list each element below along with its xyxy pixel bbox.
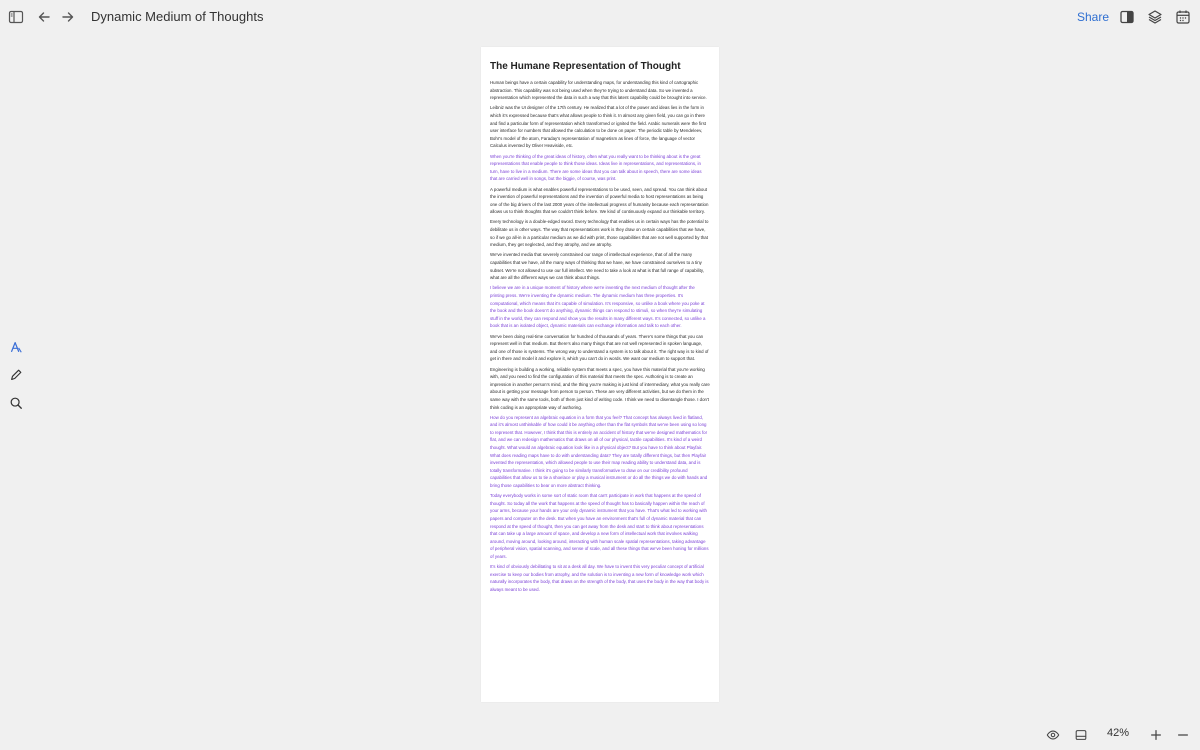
zoom-level[interactable]: 42% — [1107, 727, 1130, 739]
pen-icon — [9, 368, 23, 382]
paragraph[interactable]: Every technology is a double-edged sword. Every technology that enables us in certain ways has the potential to debilitate us in other ways. The way that representations work is they draw on certain capabilities that we have, so if we go all-in in a particular medium as we did with print, those capabilities that are not well supported by that medium, they get neglected, and they atrophy, and we atrophy. — [490, 219, 709, 248]
paragraph[interactable]: We've been doing real-time conversation for hundred of thousands of years. There's some things that you can represent well in that medium. But there's also many things that are not well represented in spoken language, and one of those is systems. The wrong way to understand a system is to talk about it. The right way is to kind of get in there and model it and explore it, which you can't do in words. We want our medium to support that. — [490, 333, 709, 362]
pen-tool[interactable] — [4, 363, 28, 387]
eye-icon — [1046, 728, 1060, 742]
back-arrow-icon — [36, 9, 52, 25]
share-button[interactable]: Share — [1077, 10, 1110, 24]
search-tool[interactable] — [4, 391, 28, 415]
tray-icon — [1074, 728, 1088, 742]
zoom-out-button[interactable] — [1173, 725, 1193, 745]
search-icon — [9, 396, 23, 410]
paragraph[interactable]: Engineering is building a working, reliable system that meets a spec, you have this material that you're working with, and you need to find the configuration of this material that meets the spec. Authoring is to create an impression in another person's mind, and the thing you're making is just kind of intermediary, what you really care about is getting your message from person to person. These are very different activities, but we do them in the same way with the same tools, both of them just kind of writing code. I think we need to disentangle those. I don't think coding is an appropriate way of authoring. — [490, 366, 710, 410]
view-toggle-button[interactable] — [1043, 725, 1063, 745]
top-toolbar — [0, 0, 1200, 34]
forward-button[interactable] — [56, 5, 80, 29]
highlighted-paragraph[interactable]: It's kind of obviously debilitating to sit at a desk all day. We have to invent this very peculiar concept of artificial exercise to keep our bodies from atrophy, and the solution is to inventing a new form of knowledge work which naturally incorporates the body, that draws on the strength of the body, that uses the body in the way that body is always meant to be used. — [490, 564, 709, 592]
sidebar-toggle-icon — [8, 9, 24, 25]
document-title: Dynamic Medium of Thoughts — [91, 9, 264, 24]
bottom-toolbar — [0, 720, 1200, 750]
text-select-icon — [9, 340, 23, 354]
layers-button[interactable] — [1143, 5, 1167, 29]
paragraph[interactable]: Human beings have a certain capability for understanding maps, for understanding this kind of cartographic abstraction. This capability was not being used when they're trying to understand data. So we invented a representation which represented the data in such a way that this latent capability could be brought into service. — [490, 80, 707, 101]
plus-icon — [1149, 728, 1163, 742]
tray-button[interactable] — [1071, 725, 1091, 745]
highlighted-paragraph[interactable]: I believe we are in a unique moment of history where we're inventing the next medium of thought after the printing press. We're inventing the dynamic medium. The dynamic medium has three properties. It's computational, which means that it's capable of simulation. It's responsive, so unlike a book where you poke at the book and the book doesn't do anything, dynamic things can respond to stimuli, so when they're simulating stuff in the world, they can respond and show you the results in many different ways. It's connected, so unlike a book that is an isolated object, dynamic materials can exchange information and talk to each other. — [490, 285, 706, 329]
calendar-icon — [1175, 9, 1191, 25]
forward-arrow-icon — [60, 9, 76, 25]
sidebar-toggle-button[interactable] — [4, 5, 28, 29]
document-page — [481, 47, 719, 702]
paragraph[interactable]: We've invented media that severely constrained our range of intellectual experience, that of all the many capabilities that we have, all the many ways of thinking that we have, we have constrained ourselves to a tiny subset. We're not allowed to use our full intellect. We need to take a look at what is that full range of capability, what are all the different ways we can think about things. — [490, 252, 704, 281]
text-select-tool[interactable] — [4, 335, 28, 359]
calendar-button[interactable] — [1171, 5, 1195, 29]
highlighted-paragraph[interactable]: Today everybody works in some sort of static room that can't participate in work that happens at the speed of thought. So today all the work that happens at the speed of thought has to basically happen within the reach of your arms, because your hands are your only dynamic instrument that you have. That's what led to working with papers and computer on the desk. But when you have an environment that's full of dynamic material that can respond at the speed of thought, then you can get away from the desk and start to think about representations that can take up a large amount of space, and develop a new form of intellectual work that involves walking around, moving around, looking around, interacting with human scale spatial representations, taking advantage of peripheral vision, spatial scanning, and sense of scale, and all these things that we've been honing for millions of years. — [490, 493, 709, 559]
layers-icon — [1147, 9, 1163, 25]
back-button[interactable] — [32, 5, 56, 29]
highlighted-paragraph[interactable]: When you're thinking of the great ideas of history, often what you really want to be thinking about is the great representations that enable people to think those ideas. Ideas live in representations, and representations, in turn, have to live in a medium. There are some ideas that you can talk about in speech, there are some ideas that are carried well in songs, but the biggie, of course, was print. — [490, 153, 702, 182]
document-heading: The Humane Representation of Thought — [490, 61, 681, 72]
document-content — [490, 61, 710, 596]
zoom-in-button[interactable] — [1146, 725, 1166, 745]
highlighted-paragraph[interactable]: How do you represent an algebraic equation in a form that you feel? That concept has always lived in flatland, and it's almost unthinkable of how could it be anything other than the flat symbols that we've been using so long to represent that. However, I think that this is entirely an accident of history that we've designed mathematics for flat, and we can redesign mathematics that draws on all of our physical, tactile capabilities. It's kind of a weird thought. What would an algebraic equation look like in a physical object? But you have to think about Playfair. What does reading maps have to do with understanding data? They are totally different things, but then Playfair invented the representation, which allowed people to use their map reading ability to understand data, and is totally transformative. I think it's going to be similarly transformative to draw on our credibility profound capabilities that allow us to tie a shoelace or play a musical instrument or do all the things we do with hands and bring those capabilities to bear on more abstract thinking. — [490, 414, 708, 489]
panel-icon — [1119, 9, 1135, 25]
paragraph[interactable]: Leibniz was the UI designer of the 17th century. He realized that a lot of the power and ideas lies in the form in which it's expressed because that's what allows people to think it. In almost any given field, you can go in there and find a particular form of representation which transformed or ignited the field. Arabic numerals were the first user interface for numbers that allowed the calculation to be done on paper. The periodic table by Mendeleev, Bohr's model of the atom, Faraday's representation of magnetism as lines of force, the language of vector Calculus invented by Oliver Heaviside, etc. — [490, 105, 706, 149]
panel-button[interactable] — [1115, 5, 1139, 29]
minus-icon — [1176, 728, 1190, 742]
paragraph[interactable]: A powerful medium is what enables powerful representations to be used, seen, and spread. You can think about the invention of powerful representations and the invention of powerful media to host representations as being one of the big drivers of the last 2000 years of the intellectual progress of humanity because each representation allows us to think thoughts that we couldn't think before. We kind of continuously expand our thinkable territory. — [490, 186, 709, 215]
